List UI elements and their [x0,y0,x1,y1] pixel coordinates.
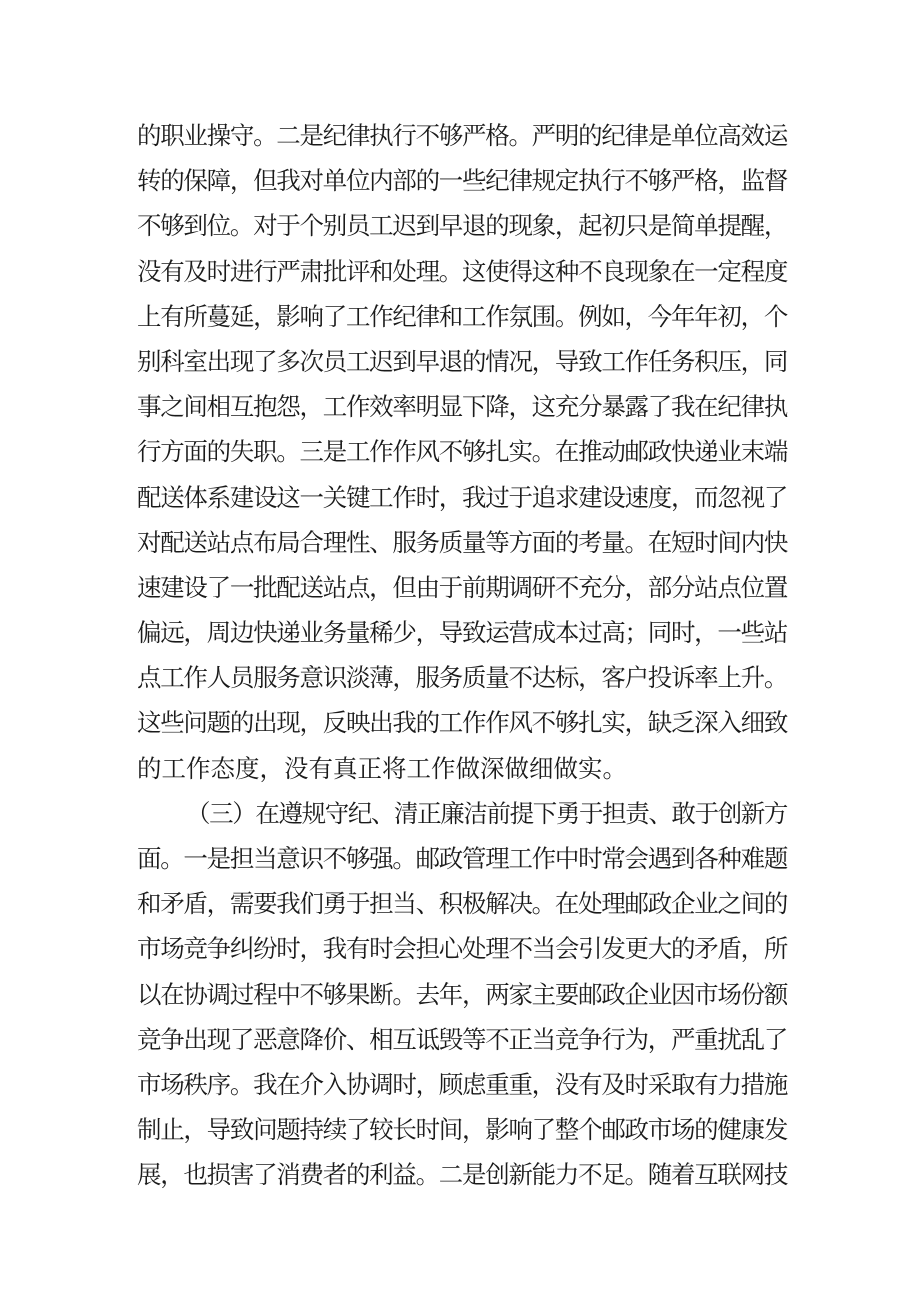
text-line: 制止，导致问题持续了较长时间，影响了整个邮政市场的健康发 [137,1115,787,1145]
text-line: 不够到位。对于个别员工迟到早退的现象，起初只是简单提醒， [137,211,787,241]
text-line: 面。一是担当意识不够强。邮政管理工作中时常会遇到各种难题 [137,844,787,873]
text-line: 行方面的失职。三是工作作风不够扎实。在推动邮政快递业末端 [137,437,787,467]
text-line: 对配送站点布局合理性、服务质量等方面的考量。在短时间内快 [137,527,787,557]
text-line: 偏远，周边快递业务量稀少，导致运营成本过高；同时，一些站 [137,618,787,648]
text-line: 的职业操守。二是纪律执行不够严格。严明的纪律是单位高效运 [137,121,787,150]
text-line: 和矛盾，需要我们勇于担当、积极解决。在处理邮政企业之间的 [137,889,787,919]
text-line: 这些问题的出现，反映出我的工作作风不够扎实，缺乏深入细致 [137,708,787,738]
text-line: 事之间相互抱怨，工作效率明显下降，这充分暴露了我在纪律执 [137,392,787,422]
text-line: 的工作态度，没有真正将工作做深做细做实。 [137,753,627,783]
text-line: 配送体系建设这一关键工作时，我过于追求建设速度，而忽视了 [137,482,787,512]
text-line: 速建设了一批配送站点，但由于前期调研不充分，部分站点位置 [137,572,787,602]
text-line: 市场竞争纠纷时，我有时会担心处理不当会引发更大的矛盾，所 [137,934,787,964]
text-line: 没有及时进行严肃批评和处理。这使得这种不良现象在一定程度 [137,256,787,286]
text-line: 以在协调过程中不够果断。去年，两家主要邮政企业因市场份额 [137,979,787,1009]
text-line: 别科室出现了多次员工迟到早退的情况，导致工作任务积压，同 [137,346,787,376]
text-line: 展，也损害了消费者的利益。二是创新能力不足。随着互联网技 [137,1160,787,1190]
text-line: 竞争出现了恶意降价、相互诋毁等不正当竞争行为，严重扰乱了 [137,1024,787,1054]
section-heading-line: （三）在遵规守纪、清正廉洁前提下勇于担责、敢于创新方 [186,798,787,828]
text-line: 点工作人员服务意识淡薄，服务质量不达标，客户投诉率上升。 [137,663,787,693]
text-line: 市场秩序。我在介入协调时，顾虑重重，没有及时采取有力措施 [137,1069,787,1099]
text-line: 上有所蔓延，影响了工作纪律和工作氛围。例如，今年年初，个 [137,301,787,331]
text-line: 转的保障，但我对单位内部的一些纪律规定执行不够严格，监督 [137,166,787,196]
body-text [137,113,787,1198]
